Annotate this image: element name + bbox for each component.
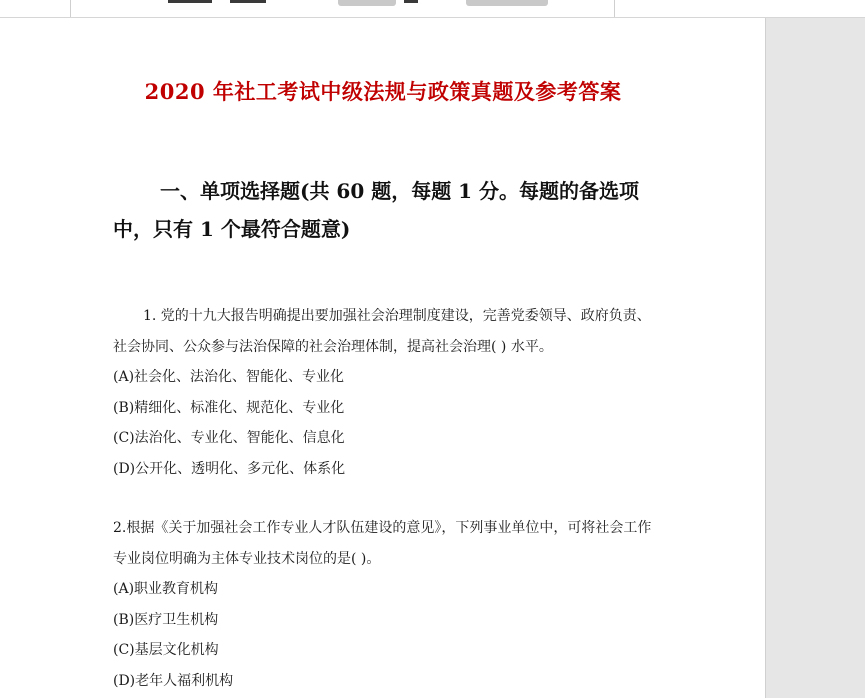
option-d: (D)公开化、透明化、多元化、体系化	[113, 460, 346, 477]
toolbar-icon[interactable]	[168, 0, 212, 3]
question-stem: 2.根据《关于加强社会工作专业人才队伍建设的意见》，下列事业单位中，可将社会工作专业岗位明确为主体专业技术岗位的是( )。	[113, 520, 652, 567]
page-control[interactable]	[466, 0, 548, 6]
option-a: (A)社会化、法治化、智能化、专业化	[113, 369, 345, 385]
section-heading: 一、单项选择题(共 60 题，每题 1 分。每题的备选项中，只有 1 个最符合题意)	[113, 179, 640, 241]
option-c: (C)法治化、专业化、智能化、信息化	[113, 430, 345, 446]
toolbar-icon[interactable]	[404, 0, 418, 3]
zoom-control[interactable]	[338, 0, 396, 6]
option-b: (B)医疗卫生机构	[113, 611, 219, 628]
document-page	[0, 18, 766, 698]
question-2	[113, 513, 658, 696]
option-a: (A)职业教育机构	[113, 581, 219, 597]
question-stem: 1. 党的十九大报告明确提出要加强社会治理制度建设，完善党委领导、政府负责、社会协同、公众参与法治保障的社会治理体制，提高社会治理( ) 水平。	[113, 308, 651, 355]
question-1	[113, 301, 658, 484]
viewer-background	[767, 18, 865, 698]
toolbar-icon[interactable]	[230, 0, 266, 3]
document-title: 2020 年社工考试中级法规与政策真题及参考答案	[144, 79, 622, 104]
option-b: (B)精细化、标准化、规范化、专业化	[113, 399, 345, 416]
toolbar-separator	[614, 0, 615, 17]
toolbar-separator	[70, 0, 71, 17]
option-c: (C)基层文化机构	[113, 642, 219, 658]
option-d: (D)老年人福利机构	[113, 672, 234, 689]
toolbar	[0, 0, 865, 18]
